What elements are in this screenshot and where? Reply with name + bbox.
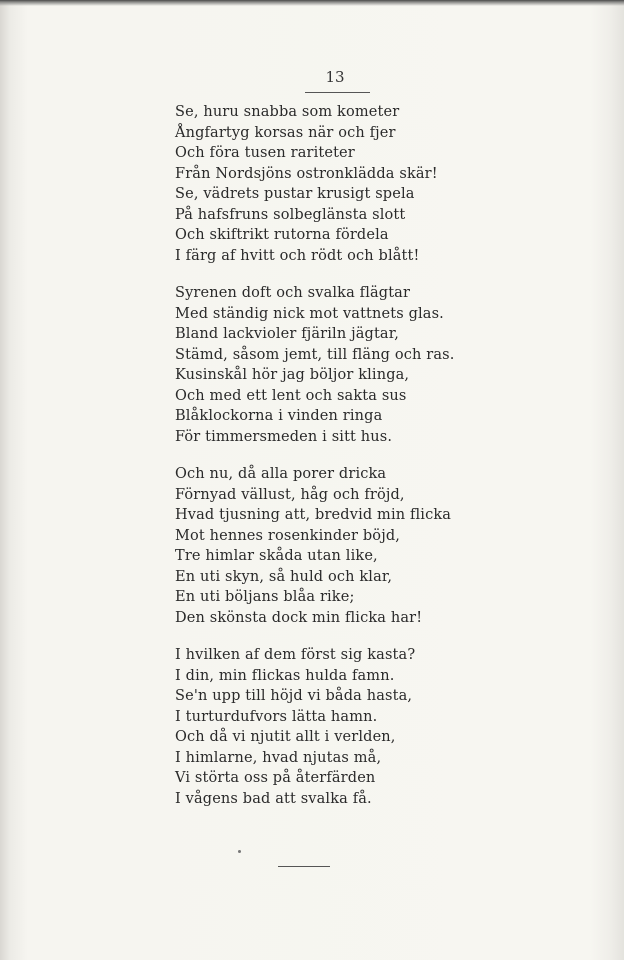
page-number-rule	[305, 92, 370, 93]
poem-line: På hafsfruns solbeglänsta slott	[175, 206, 406, 223]
poem-line: Syrenen doft och svalka flägtar	[175, 285, 411, 301]
poem-line: I hvilken af dem först sig kasta?	[175, 647, 416, 663]
poem-line: En uti skyn, så huld och klar,	[175, 568, 393, 585]
poem-line: Kusinskål hör jag böljor klinga,	[175, 367, 410, 383]
poem-line: Blåklockorna i vinden ringa	[175, 408, 383, 424]
poem	[175, 102, 475, 826]
poem-line: Förnyad vällust, håg och fröjd,	[175, 486, 405, 503]
poem-line: För timmersmeden i sitt hus.	[175, 428, 393, 445]
poem-line: I vågens bad att svalka få.	[175, 790, 372, 807]
poem-line: Hvad tjusning att, bredvid min flicka	[175, 507, 452, 523]
poem-line: Mot hennes rosenkinder böjd,	[175, 527, 401, 544]
poem-line: Tre himlar skåda utan like,	[175, 548, 378, 564]
ink-speck	[238, 850, 241, 853]
page-number: 13	[325, 68, 345, 86]
poem-line: Stämd, såsom jemt, till fläng och ras.	[175, 346, 455, 363]
poem-line: I din, min flickas hulda famn.	[175, 667, 395, 684]
poem-line: Se'n upp till höjd vi båda hasta,	[175, 688, 413, 704]
poem-line: I färg af hvitt och rödt och blått!	[175, 247, 420, 264]
poem-line: I turturdufvors lätta hamn.	[175, 708, 378, 725]
poem-line: Bland lackvioler fjäriln jägtar,	[175, 326, 399, 342]
poem-line: Och nu, då alla porer dricka	[175, 466, 387, 482]
stanza-2	[175, 283, 475, 447]
stanza-4	[175, 645, 475, 809]
poem-line: Se, huru snabba som kometer	[175, 104, 400, 120]
stanza-3	[175, 464, 475, 628]
poem-line: Se, vädrets pustar krusigt spela	[175, 186, 415, 202]
end-rule	[278, 866, 330, 867]
poem-line: Vi störta oss på återfärden	[175, 770, 376, 786]
poem-line: En uti böljans blåa rike;	[175, 589, 355, 605]
poem-line: Den skönsta dock min flicka har!	[175, 609, 423, 626]
poem-line: Och då vi njutit allt i verlden,	[175, 729, 396, 745]
poem-line: Från Nordsjöns ostronklädda skär!	[175, 165, 438, 182]
poem-line: Och med ett lent och sakta sus	[175, 387, 407, 404]
poem-line: Med ständig nick mot vattnets glas.	[175, 305, 444, 322]
poem-line: Och föra tusen rariteter	[175, 145, 355, 161]
poem-line: Och skiftrikt rutorna fördela	[175, 227, 389, 243]
page-top-edge	[0, 0, 624, 6]
stanza-1	[175, 102, 475, 266]
poem-line: I himlarne, hvad njutas må,	[175, 749, 382, 766]
poem-line: Ångfartyg korsas när och fjer	[175, 124, 396, 141]
